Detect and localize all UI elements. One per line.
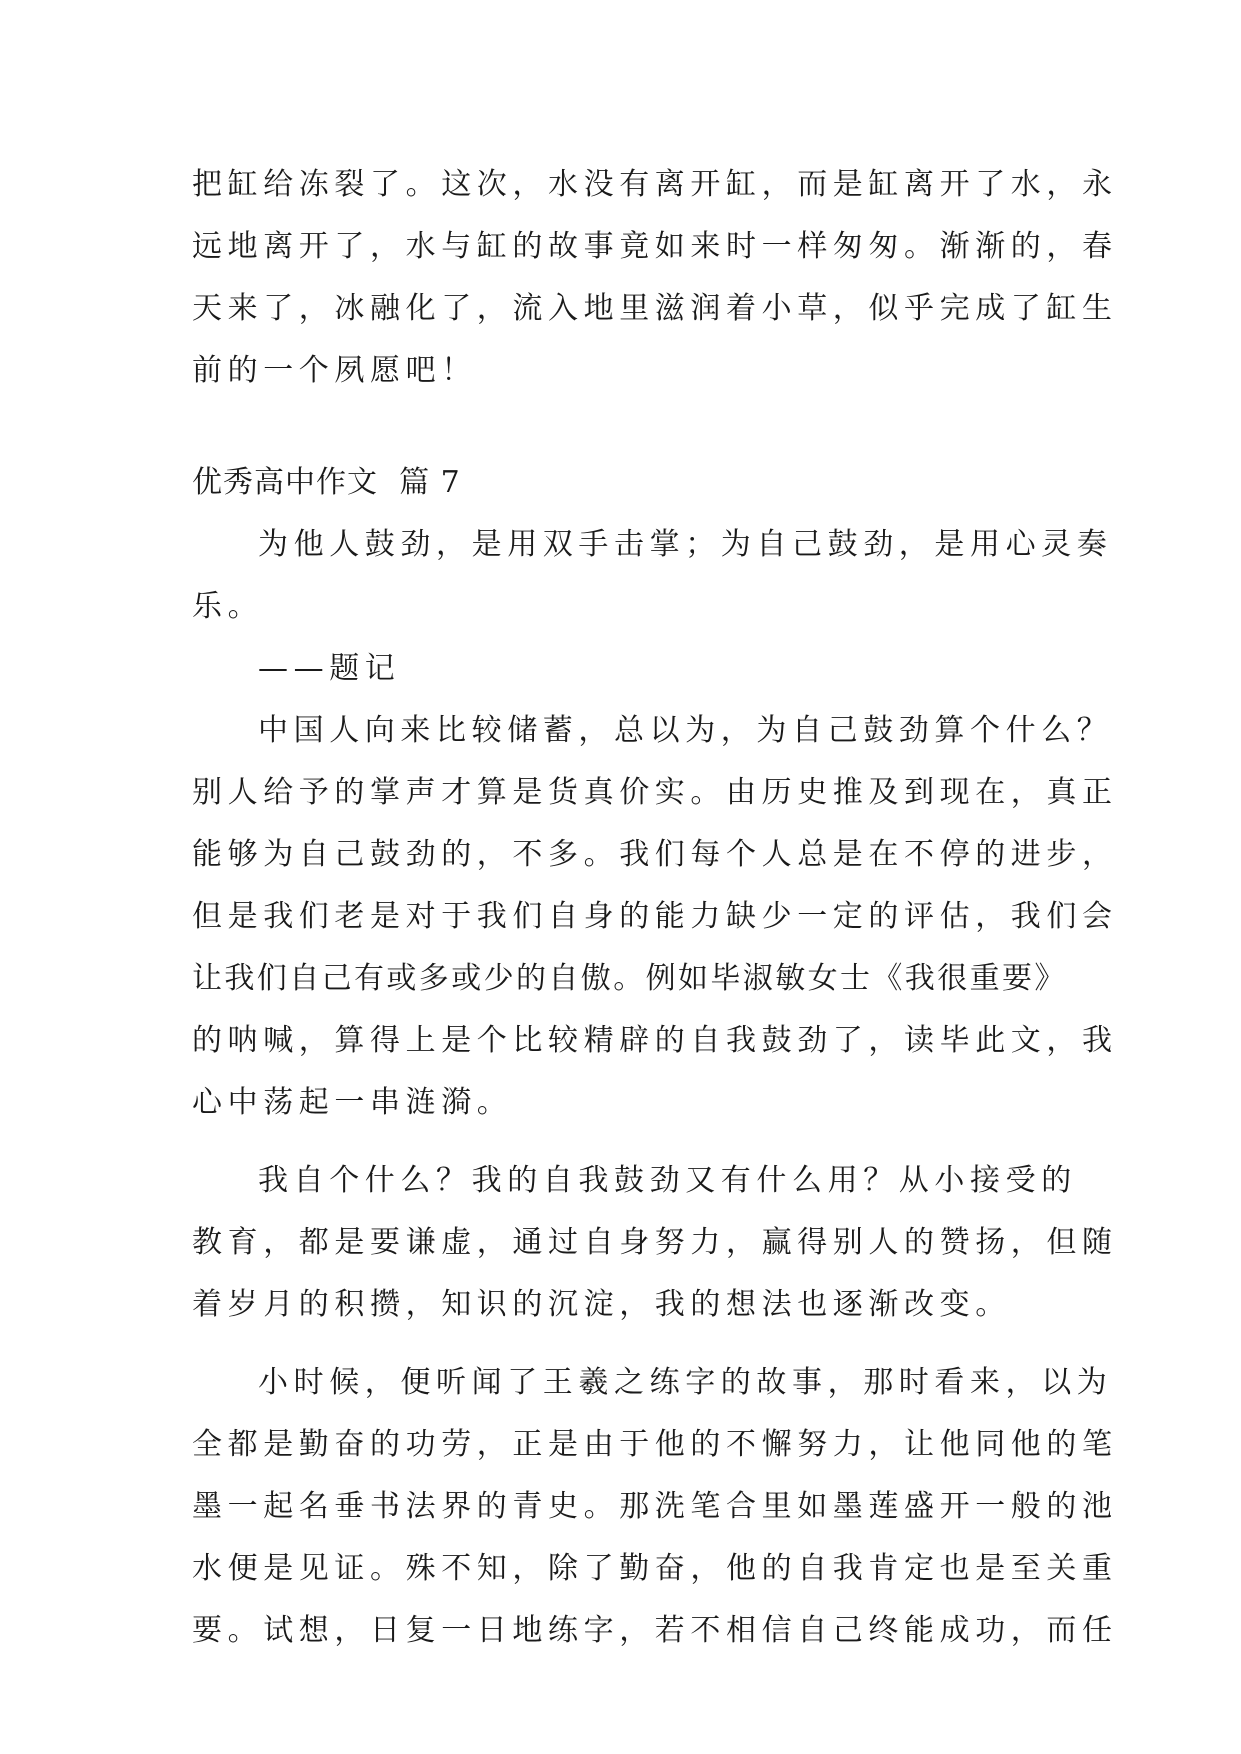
document-content [192,154,1118,1662]
text-line: 但是我们老是对于我们自身的能力缺少一定的评估，我们会 [192,899,1118,934]
text-line: 能够为自己鼓劲的，不多。我们每个人总是在不停的进步， [192,837,1118,872]
text-line: 把缸给冻裂了。这次，水没有离开缸，而是缸离开了水，永 [192,167,1118,202]
spacer [192,1134,1052,1150]
text-line: 着岁月的积攒，知识的沉淀，我的想法也逐渐改变。 [192,1287,1011,1322]
text-line: 全都是勤奋的功劳，正是由于他的不懈努力，让他同他的笔 [192,1427,1118,1462]
text-line: 我自个什么？我的自我鼓劲又有什么用？从小接受的 [258,1163,1077,1198]
paragraph-continuation [192,154,1118,402]
text-line: 教育，都是要谦虚，通过自身努力，赢得别人的赞扬，但随 [192,1225,1118,1260]
text-line: 墨一起名垂书法界的青史。那洗笔合里如墨莲盛开一般的池 [192,1489,1118,1524]
text-line: 别人给予的掌声才算是货真价实。由历史推及到现在，真正 [192,775,1118,810]
text-line: 小时候，便听闻了王羲之练字的故事，那时看来，以为 [258,1365,1113,1400]
text-line: 水便是见证。殊不知，除了勤奋，他的自我肯定也是至关重 [192,1551,1118,1586]
text-line: 心中荡起一串涟漪。 [192,1085,513,1120]
body-paragraph [192,700,1118,1134]
epigraph [192,514,1113,700]
epigraph-line: 乐。 [192,589,264,624]
text-line: 远地离开了，水与缸的故事竟如来时一样匆匆。渐渐的，春 [192,229,1118,264]
text-line: 中国人向来比较储蓄，总以为，为自己鼓劲算个什么？ [258,713,1113,748]
text-line: 前的一个夙愿吧！ [192,353,477,388]
spacer [192,1336,1052,1352]
body-paragraph [192,1150,1118,1336]
text-line: 要。试想，日复一日地练字，若不相信自己终能成功，而任 [192,1613,1118,1648]
epigraph-line: 为他人鼓劲，是用双手击掌；为自己鼓劲，是用心灵奏 [258,527,1113,562]
text-line: 的呐喊，算得上是个比较精辟的自我鼓劲了，读毕此文，我 [192,1023,1118,1058]
body-paragraph [192,1352,1118,1662]
spacer [192,402,1052,452]
section-heading: 优秀高中作文 篇 7 [192,465,461,500]
epigraph-attribution: ——题记 [258,651,401,686]
text-line: 天来了，冰融化了，流入地里滋润着小草，似乎完成了缸生 [192,291,1118,326]
text-line: 让我们自己有或多或少的自傲。例如毕淑敏女士《我很重要》 [192,961,1067,996]
